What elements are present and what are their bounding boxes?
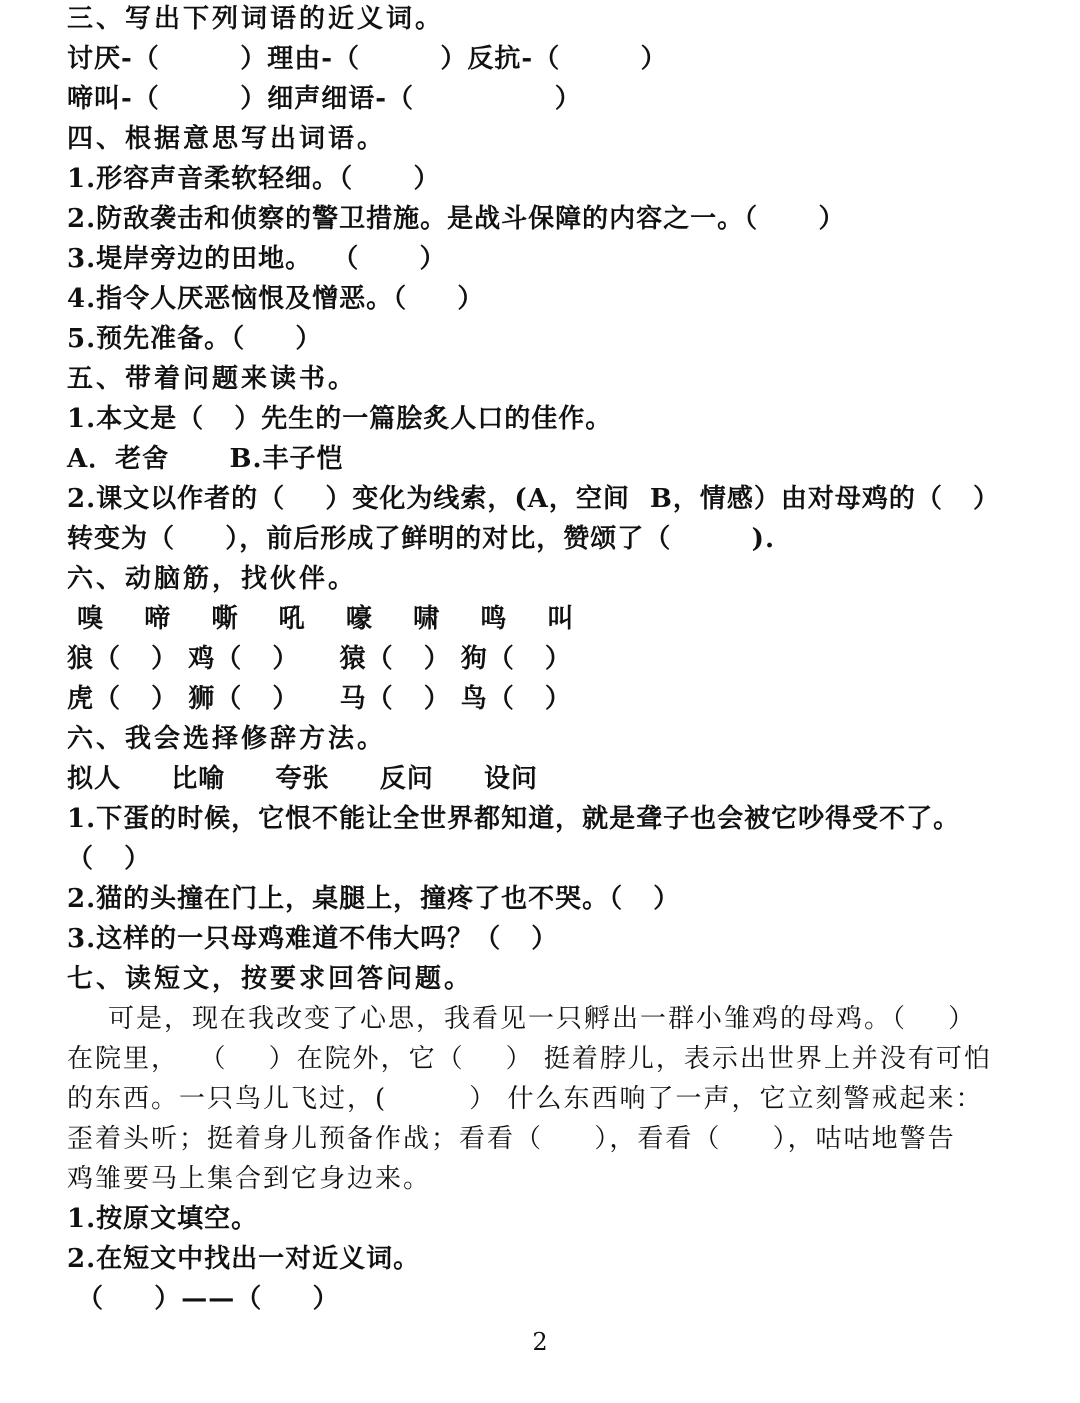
section-heading: 七、读短文，按要求回答问题。 bbox=[67, 964, 474, 994]
question-line: 嗅 啼 嘶 吼 嚎 啸 鸣 叫 bbox=[67, 604, 575, 634]
question-line: （ ） bbox=[67, 844, 152, 874]
question-line: 1.本文是（ ）先生的一篇脍炙人口的佳作。 bbox=[67, 404, 613, 434]
question-line: 拟人 比喻 夸张 反问 设问 bbox=[67, 764, 539, 794]
question-line: 4.指令人厌恶恼恨及憎恶。（ ） bbox=[67, 284, 485, 314]
question-line: 2.防敌袭击和侦察的警卫措施。是战斗保障的内容之一。（ ） bbox=[67, 204, 846, 234]
passage-line: 的东西。一只鸟儿飞过，( ） 什么东西响了一声，它立刻警戒起来： bbox=[67, 1084, 984, 1114]
question-line: A．老舍 B.丰子恺 bbox=[67, 444, 344, 474]
question-line: 1.下蛋的时候，它恨不能让全世界都知道，就是聋子也会被它吵得受不了。 bbox=[67, 804, 961, 834]
section-heading: 三、写出下列词语的近义词。 bbox=[67, 4, 445, 34]
section-heading: 五、带着问题来读书。 bbox=[67, 364, 358, 394]
question-line: 1.形容声音柔软轻细。（ ） bbox=[67, 164, 441, 194]
section-heading: 六、我会选择修辞方法。 bbox=[67, 724, 387, 754]
question-line: 1.按原文填空。 bbox=[67, 1204, 259, 1234]
question-line: 3.堤岸旁边的田地。 （ ） bbox=[67, 244, 447, 274]
question-line: 2.猫的头撞在门上，桌腿上，撞疼了也不哭。（ ） bbox=[67, 884, 681, 914]
passage-line: 歪着头听；挺着身儿预备作战；看看（ ），看看（ ），咕咕地警告 bbox=[67, 1124, 956, 1154]
question-line: 狼（ ） 鸡（ ） 猿（ ） 狗（ ） bbox=[67, 644, 572, 674]
page-number: 2 bbox=[532, 1328, 548, 1356]
passage-line: 可是，现在我改变了心思，我看见一只孵出一群小雏鸡的母鸡。（ ） bbox=[67, 1004, 977, 1034]
question-line: （ ）——（ ） bbox=[67, 1284, 340, 1314]
passage-line: 鸡雏要马上集合到它身边来。 bbox=[67, 1164, 432, 1194]
question-line: 2.课文以作者的（ ）变化为线索，(A，空间 B，情感）由对母鸡的（ ） bbox=[67, 484, 1001, 514]
passage-line: 在院里， （ ）在院外，它（ ） 挺着脖儿，表示出世界上并没有可怕 bbox=[67, 1044, 992, 1074]
question-line: 转变为（ ），前后形成了鲜明的对比，赞颂了（ ). bbox=[67, 524, 776, 554]
question-line: 虎（ ） 狮（ ） 马（ ） 鸟（ ） bbox=[67, 684, 572, 714]
section-heading: 六、动脑筋，找伙伴。 bbox=[67, 564, 358, 594]
section-heading: 四、根据意思写出词语。 bbox=[67, 124, 387, 154]
question-line: 3.这样的一只母鸡难道不伟大吗？（ ） bbox=[67, 924, 559, 954]
question-line: 5.预先准备。（ ） bbox=[67, 324, 323, 354]
question-line: 啼叫-（ ）细声细语-（ ） bbox=[67, 84, 582, 114]
question-line: 2.在短文中找出一对近义词。 bbox=[67, 1244, 421, 1274]
question-line: 讨厌-（ ）理由-（ ）反抗-（ ） bbox=[67, 44, 668, 74]
